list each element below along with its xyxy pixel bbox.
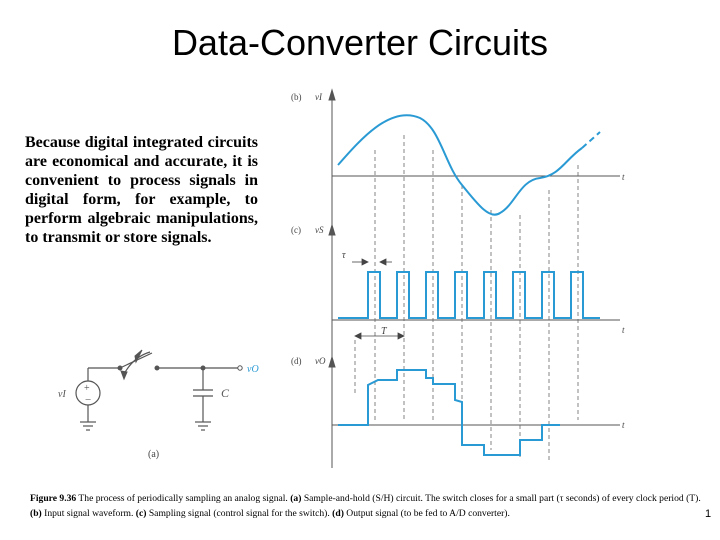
caption-a-tag: (a) bbox=[290, 493, 302, 504]
panel-label-d: (d) bbox=[291, 356, 302, 366]
axis-label-t-c: t bbox=[622, 325, 625, 335]
sampling-pulse-train bbox=[338, 272, 600, 318]
period-indicator bbox=[355, 333, 404, 339]
caption-a-text: Sample-and-hold (S/H) circuit. The switch closes for a small part (τ seconds) of every clock period (T). bbox=[301, 493, 701, 504]
slide-body-text: Because digital integrated circuits are economical and accurate, it is convenient to process signals in digital form, for example, to perform algebraic manipulations, to transmit or store signals. bbox=[25, 134, 258, 246]
source-plus: + bbox=[84, 383, 90, 394]
sample-hold-circuit bbox=[76, 352, 240, 430]
source-minus: − bbox=[85, 394, 92, 406]
axis-label-vi: vI bbox=[315, 92, 322, 102]
circuit-label-c: C bbox=[221, 386, 230, 400]
caption-label: Figure 9.36 bbox=[30, 493, 77, 504]
axis-label-vo: vO bbox=[315, 356, 326, 366]
page-number: 1 bbox=[705, 508, 712, 520]
caption-c-tag: (c) bbox=[135, 508, 147, 519]
caption-intro: The process of periodically sampling an analog signal. bbox=[76, 493, 291, 504]
caption-b-tag: (b) bbox=[30, 508, 42, 519]
caption-c-text: Sampling signal (control signal for the switch). bbox=[146, 508, 333, 519]
slide-title: Data-Converter Circuits bbox=[171, 22, 549, 63]
tau-indicator bbox=[352, 259, 392, 265]
axis-label-t-d: t bbox=[622, 420, 625, 430]
axis-label-vs: vS bbox=[315, 225, 324, 235]
axis-label-t-b: t bbox=[622, 172, 625, 182]
period-label: T bbox=[381, 326, 387, 337]
circuit-label-vo: vO bbox=[247, 364, 259, 375]
caption-d-tag: (d) bbox=[332, 508, 344, 519]
figure-caption bbox=[30, 491, 702, 521]
panel-label-a: (a) bbox=[148, 449, 160, 460]
panel-label-c: (c) bbox=[291, 225, 301, 235]
panel-label-b: (b) bbox=[291, 92, 302, 102]
circuit-nodes bbox=[118, 350, 242, 379]
caption-d-text: Output signal (to be fed to A/D converter). bbox=[343, 508, 510, 519]
input-waveform-dashed bbox=[582, 132, 600, 148]
held-output-waveform bbox=[338, 370, 560, 455]
axes bbox=[329, 90, 620, 468]
tau-label: τ bbox=[342, 250, 346, 261]
caption-b-text: Input signal waveform. bbox=[41, 508, 136, 519]
circuit-label-vi: vI bbox=[58, 389, 66, 400]
